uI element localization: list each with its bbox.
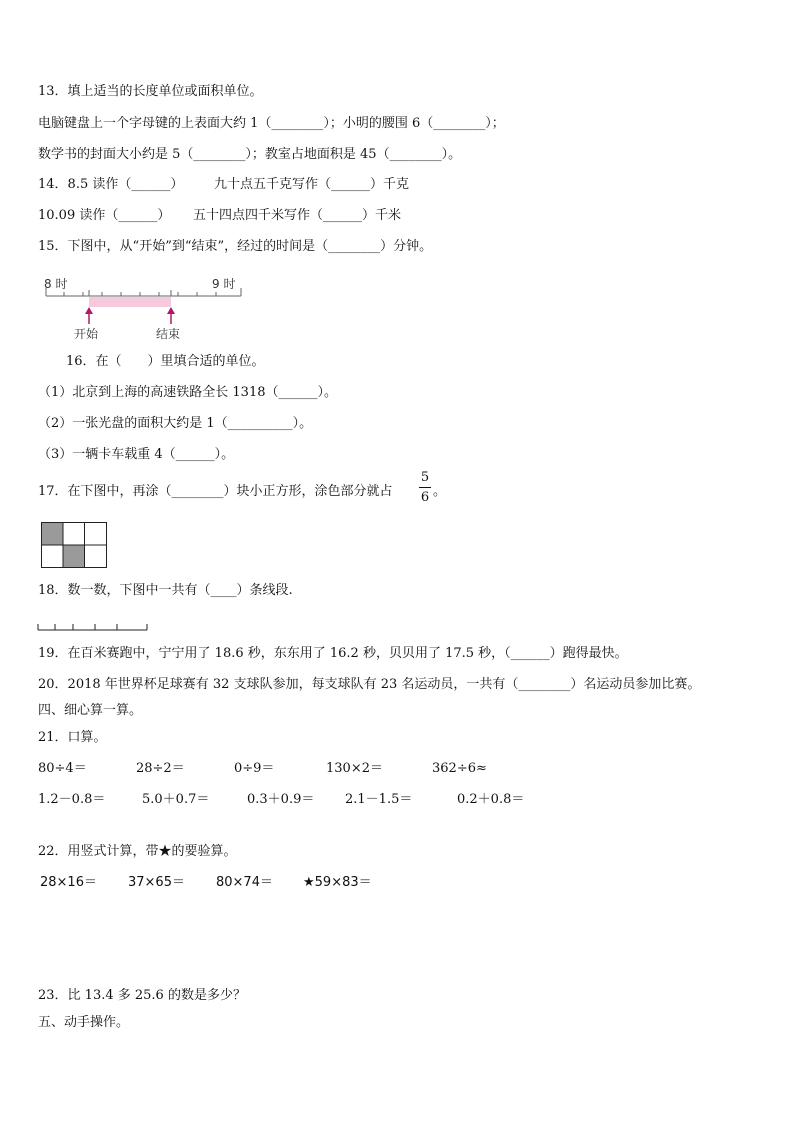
q19-text: 19．在百米赛跑中，宁宁用了 18.6 秒，东东用了 16.2 秒，贝贝用了 17.5 秒，（______）跑得最快。 — [38, 646, 628, 661]
q21-r2-c3: 0.3＋0.9＝ — [247, 792, 315, 807]
q16-title: 16．在（ ）里填合适的单位。 — [66, 354, 265, 369]
line-segment-figure — [37, 620, 149, 632]
q16-item2: （2）一张光盘的面积大约是 1（__________）。 — [38, 416, 313, 431]
section-5-heading: 五、动手操作。 — [38, 1015, 130, 1030]
q22-title: 22．用竖式计算，带★的要验算。 — [38, 844, 237, 859]
q21-r1-c1: 80÷4＝ — [38, 761, 87, 776]
fraction-five-sixths — [418, 470, 432, 510]
label-8-oclock: 8 时 — [44, 277, 68, 291]
section-4-heading: 四、细心算一算。 — [38, 703, 143, 718]
q17-end: 。 — [433, 484, 447, 499]
q16-item1: （1）北京到上海的高速铁路全长 1318（______）。 — [38, 385, 337, 400]
q21-r2-c5: 0.2＋0.8＝ — [457, 792, 525, 807]
q22-item3: 80×74＝ — [216, 875, 273, 890]
q14-line2a: 10.09 读作（______） — [38, 208, 171, 223]
q21-r1-c2: 28÷2＝ — [136, 761, 185, 776]
q21-r2-c1: 1.2－0.8＝ — [38, 792, 106, 807]
q21-r2-c4: 2.1－1.5＝ — [345, 792, 413, 807]
q22-item4: ★59×83＝ — [303, 875, 372, 890]
square-grid-figure — [41, 522, 107, 568]
q20-text: 20．2018 年世界杯足球赛有 32 支球队参加，每支球队有 23 名运动员，一共有（________）名运动员参加比赛。 — [38, 677, 701, 692]
q23-text: 23．比 13.4 多 25.6 的数是多少？ — [38, 988, 246, 1003]
q14-line1a: 14．8.5 读作（______） — [38, 177, 184, 192]
q18-text: 18．数一数，下图中一共有（____）条线段. — [38, 583, 293, 598]
q14-line2b: 五十四点四千米写作（______）千米 — [193, 208, 402, 223]
fraction-numerator: 5 — [420, 470, 430, 485]
label-end: 结束 — [156, 327, 181, 341]
q15-text: 15．下图中，从“开始”到“结束”，经过的时间是（________）分钟。 — [38, 239, 433, 254]
q21-r2-c2: 5.0＋0.7＝ — [142, 792, 210, 807]
q13-line2: 数学书的封面大小约是 5（________）；教室占地面积是 45（________）。 — [38, 147, 462, 162]
q13-title: 13．填上适当的长度单位或面积单位。 — [38, 84, 263, 99]
q22-item1: 28×16＝ — [40, 875, 97, 890]
q13-line1: 电脑键盘上一个字母键的上表面大约 1（________）；小明的腰围 6（________）； — [38, 116, 505, 131]
label-9-oclock: 9 时 — [212, 277, 236, 291]
elapsed-time-highlight — [89, 297, 171, 307]
q14-line1b: 九十点五千克写作（______）千克 — [214, 177, 410, 192]
label-start: 开始 — [74, 327, 99, 341]
q21-r1-c4: 130×2＝ — [326, 761, 383, 776]
fraction-denominator: 6 — [420, 490, 430, 505]
q21-r1-c5: 362÷6≈ — [432, 761, 487, 776]
clock-timeline-figure — [38, 276, 248, 342]
q16-item3: （3）一辆卡车载重 4（______）。 — [38, 447, 235, 462]
q21-title: 21．口算。 — [38, 730, 107, 745]
q22-item2: 37×65＝ — [128, 875, 185, 890]
q17-text: 17．在下图中，再涂（________）块小正方形，涂色部分就占 — [38, 484, 393, 499]
q21-r1-c3: 0÷9＝ — [234, 761, 275, 776]
